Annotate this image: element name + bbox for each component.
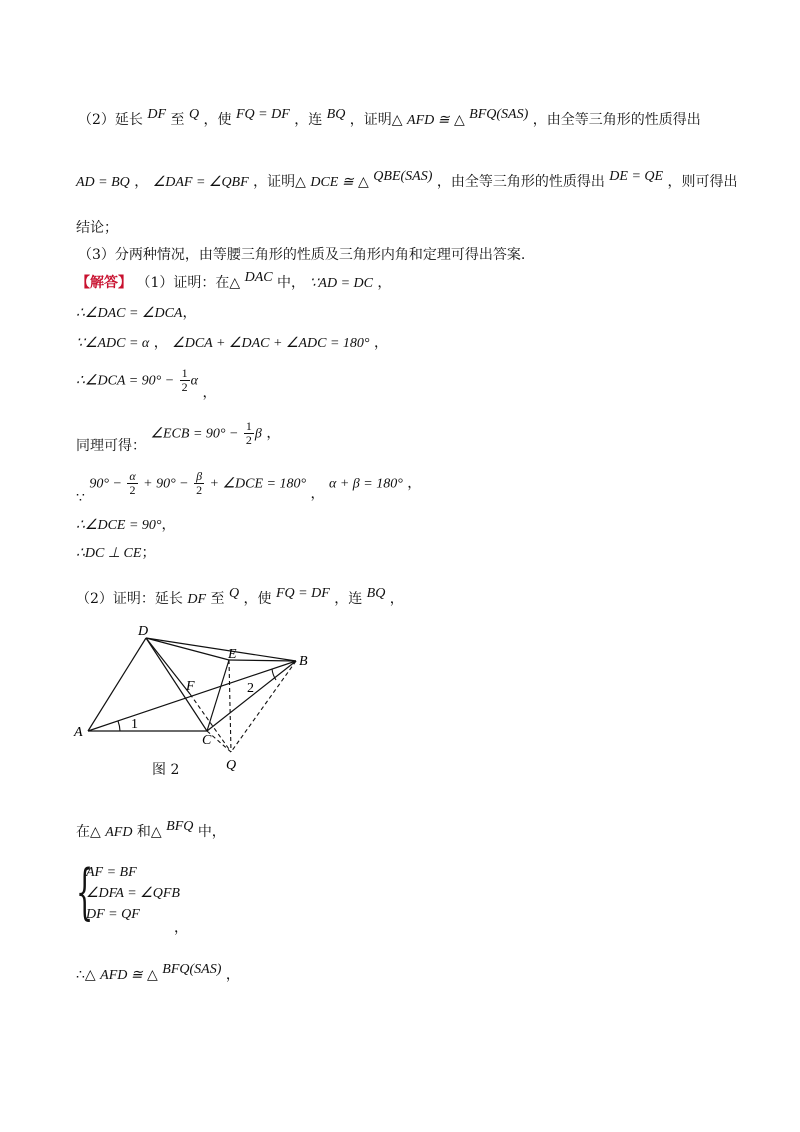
solution-line-3: ∵∠ADC = α ， ∠DCA + ∠DAC + ∠ADC = 180° ， [76,335,388,351]
segment-BQ [231,661,296,752]
label-B: B [299,654,308,669]
figure-caption: 图 2 [152,762,180,778]
analysis-line-2: AD = BQ ， ∠DAF = ∠QBF ，证明△ DCE ≅ △ QBE(SAS) ，由全等三角形的性质得出 DE = QE ，则可得出 [76,169,738,190]
solution-line-2: ∴∠DAC = ∠DCA， [76,305,197,321]
label-E: E [228,647,237,662]
segment-CB [207,661,296,731]
analysis-part-3: （3）分两种情况，由等腰三角形的性质及三角形内角和定理可得出答案. [78,247,526,263]
solution-line-9: （2）证明：延长 DF 至 Q ，使 FQ = DF ，连 BQ ， [76,586,404,607]
solution-line-5: 同理可得： ∠ECB = 90° − $\frac{1}{2}$ β ， [76,419,281,454]
segment-EQ [229,660,231,752]
fraction-beta-half: $\frac{\beta}{2}$ [196,469,203,497]
label-F: F [186,679,195,694]
label-C: C [202,733,212,748]
label-A: A [74,725,83,740]
condition-af-bf: AF = BF [86,865,137,880]
segment-EC [207,660,229,731]
angle-1-arc [118,721,120,731]
label-angle-2: 2 [247,681,254,696]
answer-tag: 【解答】 [76,275,132,291]
left-brace: { [76,857,94,927]
solution-line-11: ∴△ AFD ≅ △ BFQ(SAS) ， [76,962,240,983]
solution-line-8: ∴DC ⊥ CE； [76,545,156,561]
solution-line-1: 【解答】 （1）证明：在△ DAC 中， ∵AD = DC ， [76,270,392,291]
segment-EB [229,660,296,661]
fraction-alpha-half: $\frac{\alpha}{2}$ [129,469,136,497]
solution-line-7: ∴∠DCE = 90°， [76,517,176,533]
condition-df-qf: DF = QF [86,907,140,922]
fraction-one-half-2: $\frac{1}{2}$ [245,419,252,447]
condition-angle: ∠DFA = ∠QFB [86,886,180,901]
segment-DF [146,638,190,694]
solution-line-10: 在△ AFD 和△ BFQ 中， [76,819,226,840]
geometry-figure [66,618,326,778]
fraction-one-half: $\frac{1}{2}$ [181,366,188,394]
solution-line-6: ∵ 90° − $\frac{\alpha}{2}$ + 90° − $\frac{\beta}{2}$ + ∠DCE = 180° ， α + β = 180° ， [76,469,422,506]
analysis-line-1: （2）延长 DF 至 Q ，使 FQ = DF ，连 BQ ，证明△ AFD ≅ △ BFQ(SAS) ，由全等三角形的性质得出 [78,107,701,128]
solution-line-4: ∴∠DCA = 90° − $\frac{1}{2}$ α ， [76,366,217,401]
label-angle-1: 1 [131,717,138,732]
label-Q: Q [226,758,237,773]
label-D: D [138,624,149,639]
analysis-line-3: 结论； [76,220,118,236]
system-comma: ， [174,920,188,936]
